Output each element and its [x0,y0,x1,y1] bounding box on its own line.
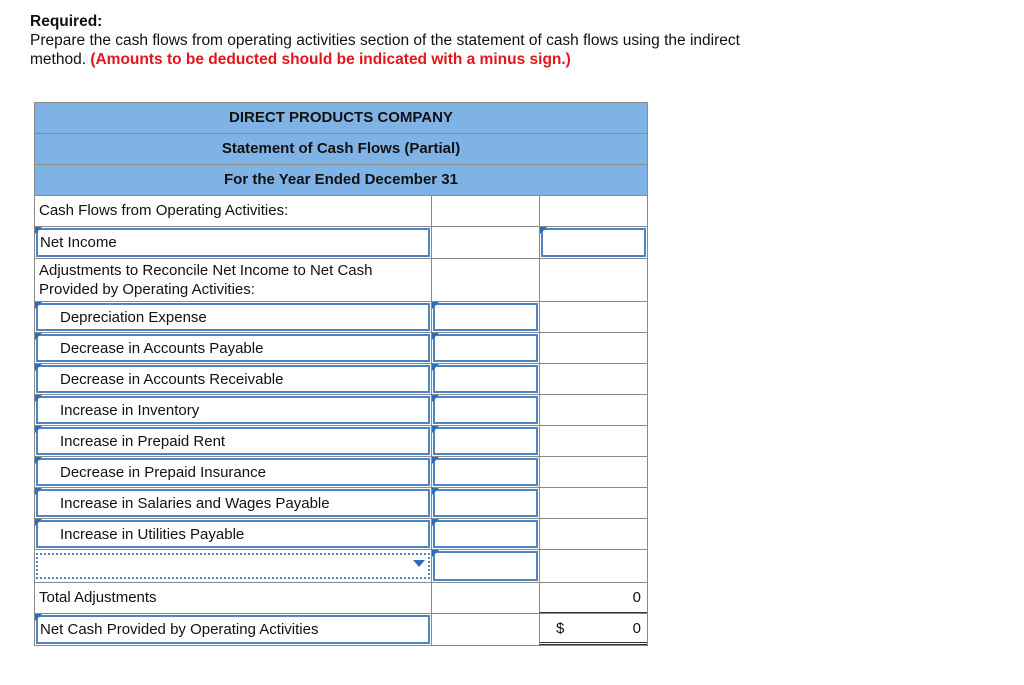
field-marker-icon [35,519,42,526]
field-marker-icon [35,395,42,402]
field-marker-icon [35,488,42,495]
instructions-text [30,31,930,69]
cash-flow-statement [34,102,648,646]
field-marker-icon [432,395,439,402]
net-income-label: Net Income [40,234,117,251]
adjustment-amount-input[interactable] [433,520,538,548]
instructions [30,12,930,69]
adjustment-label: Decrease in Prepaid Insurance [60,464,266,481]
adjustment-amount-input[interactable] [433,489,538,517]
adjustment-label: Increase in Inventory [60,402,200,419]
statement-title: Statement of Cash Flows (Partial) [34,133,648,164]
adjustment-label-field[interactable] [36,427,430,455]
field-marker-icon [35,457,42,464]
instructions-line1: Prepare the cash flows from operating activities section of the statement of cash flows using the indirect [30,32,740,49]
net-cash-value: 0 [632,620,641,637]
adjustment-amount-input[interactable] [433,334,538,362]
adjustment-amount-input[interactable] [433,365,538,393]
adjustment-amount-input[interactable] [433,427,538,455]
field-marker-icon [432,364,439,371]
statement-period: For the Year Ended December 31 [34,164,648,196]
field-marker-icon [35,614,42,621]
field-marker-icon [35,426,42,433]
total-adjustments-label: Total Adjustments [39,589,157,606]
adjustment-row [34,519,648,550]
adjustment-row [34,302,648,333]
adjustment-label: Depreciation Expense [60,309,207,326]
adjustment-row [34,364,648,395]
net-income-amount-input[interactable] [541,228,646,257]
adjustment-row [34,395,648,426]
adjustment-amount-input[interactable] [433,303,538,331]
adjustment-amount-input[interactable] [433,458,538,486]
adjustments-header-label: Adjustments to Reconcile Net Income to Net Cash Provided by Operating Activities: [39,262,373,298]
currency-symbol: $ [556,620,565,637]
field-marker-icon [432,550,439,557]
adjustment-label: Increase in Utilities Payable [60,526,245,543]
total-adjustments-value: 0 [632,589,641,606]
net-cash-label: Net Cash Provided by Operating Activities [40,621,319,638]
field-marker-icon [540,227,547,234]
net-income-row [34,227,648,259]
adjustment-label-field[interactable] [36,334,430,362]
field-marker-icon [432,457,439,464]
adjustment-label-field[interactable] [36,365,430,393]
adjustment-label-field[interactable] [36,489,430,517]
adjustment-row [34,488,648,519]
adjustment-label-field[interactable] [36,396,430,424]
field-marker-icon [432,488,439,495]
field-marker-icon [35,333,42,340]
field-marker-icon [432,302,439,309]
adjustments-header-row [34,259,648,302]
extra-adjustment-amount-input[interactable] [433,551,538,581]
section-header-row [34,196,648,227]
adjustment-label: Decrease in Accounts Payable [60,340,264,357]
field-marker-icon [432,333,439,340]
field-marker-icon [432,426,439,433]
instructions-line2: method. [30,51,87,68]
adjustment-label-field[interactable] [36,303,430,331]
field-marker-icon [35,227,42,234]
adjustment-label-field[interactable] [36,458,430,486]
chevron-down-icon[interactable] [413,560,425,567]
company-name: DIRECT PRODUCTS COMPANY [34,102,648,133]
field-marker-icon [35,364,42,371]
adjustment-amount-input[interactable] [433,396,538,424]
net-cash-label-field[interactable] [36,615,430,644]
adjustment-label: Increase in Salaries and Wages Payable [60,495,330,512]
adjustment-label: Decrease in Accounts Receivable [60,371,284,388]
required-label: Required: [30,13,103,30]
minus-sign-note: (Amounts to be deducted should be indicated with a minus sign.) [90,51,571,68]
adjustment-row [34,457,648,488]
adjustment-row [34,426,648,457]
field-marker-icon [35,302,42,309]
adjustment-dropdown[interactable] [36,553,430,579]
net-income-label-field[interactable] [36,228,430,257]
adjustment-label: Increase in Prepaid Rent [60,433,226,450]
field-marker-icon [432,519,439,526]
net-cash-row [34,614,648,646]
adjustment-label-field[interactable] [36,520,430,548]
adjustment-row [34,333,648,364]
extra-adjustment-row [34,550,648,583]
total-adjustments-row [34,583,648,614]
section-header-label: Cash Flows from Operating Activities: [39,202,289,219]
